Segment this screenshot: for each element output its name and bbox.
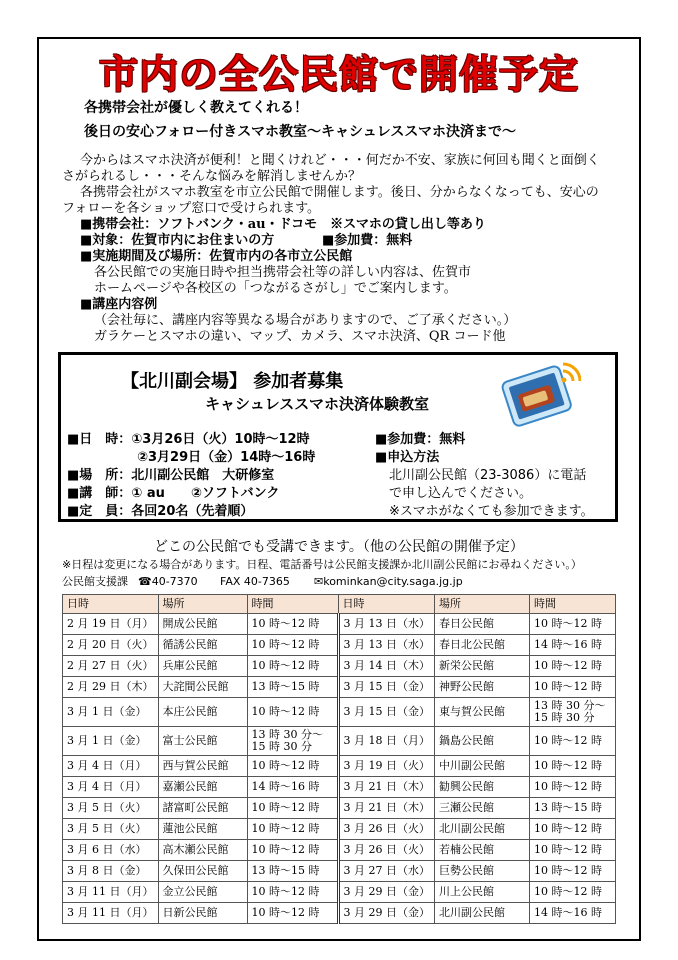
cell-date-2: 3 月 13 日（水） [338,635,435,656]
cell-date: 2 月 19 日（月） [63,614,159,635]
col-header-date: 日時 [63,595,159,614]
kitagawa-apply-1: 北川副公民館（23-3086）に電話 [389,468,587,483]
kitagawa-apply-2: で申し込んでください。 [389,486,533,501]
col-header-place: 場所 [158,595,247,614]
cell-time-2: 10 時～12 時 [530,777,616,798]
table-row [63,727,616,756]
cell-date: 3 月 11 日（月） [63,903,159,924]
cell-date-2: 3 月 21 日（木） [338,777,435,798]
page-title: 市内の全公民館で開催予定 [98,53,579,98]
table-header-row [63,595,616,614]
schedule-table [62,594,616,924]
table-row [63,677,616,698]
cell-date: 2 月 20 日（火） [63,635,159,656]
cell-date: 3 月 5 日（火） [63,798,159,819]
intro-line-4: フォローを各ショップ窓口で受けられます。 [62,201,321,216]
cell-time-2: 10 時～12 時 [530,819,616,840]
subtitle-1: 各携帯会社が優しく教えてくれる！ [84,100,308,116]
kitagawa-place: ■場 所：北川副公民館 大研修室 [67,468,275,483]
cell-place: 大詫間公民館 [158,677,247,698]
cell-place: 日新公民館 [158,903,247,924]
cell-time-2: 10 時～12 時 [530,882,616,903]
cell-time: 10 時～12 時 [247,635,338,656]
cell-place: 高木瀬公民館 [158,840,247,861]
cell-date: 2 月 29 日（木） [63,677,159,698]
cell-time: 13 時～15 時 [247,861,338,882]
cell-time-2: 10 時～12 時 [530,656,616,677]
cell-place: 蓮池公民館 [158,819,247,840]
info-carriers: ■携帯会社：ソフトバンク・au・ドコモ ※スマホの貸し出し等あり [80,217,486,232]
cell-place: 諸富町公民館 [158,798,247,819]
table-row [63,903,616,924]
table-row [63,614,616,635]
cell-date-2: 3 月 26 日（火） [338,819,435,840]
intro-line-3: 各携帯会社がスマホ教室を市立公民館で開催します。後日、分からなくなっても、安心の [80,185,599,200]
cell-date-2: 3 月 15 日（金） [338,698,435,727]
cell-time-2: 13 時 30 分～ 15 時 30 分 [530,698,616,727]
cell-date-2: 3 月 21 日（木） [338,798,435,819]
cell-time-2: 10 時～12 時 [530,840,616,861]
cell-time-2: 14 時～16 時 [530,903,616,924]
col-header-place-2: 場所 [435,595,530,614]
table-row [63,777,616,798]
cell-place: 西与賀公民館 [158,756,247,777]
kitagawa-date-1: ■日 時：①3月26日（火）10時～12時 [67,432,310,447]
cell-place-2: 北川副公民館 [435,903,530,924]
cell-place-2: 勧興公民館 [435,777,530,798]
cell-date: 3 月 1 日（金） [63,727,159,756]
cell-time: 13 時～15 時 [247,677,338,698]
cell-place: 開成公民館 [158,614,247,635]
kitagawa-subtitle: キャシュレススマホ決済体験教室 [205,395,429,413]
info-content-items: ガラケーとスマホの違い、マップ、カメラ、スマホ決済、QR コード他 [94,329,506,344]
cell-place-2: 東与賀公民館 [435,698,530,727]
cell-date-2: 3 月 15 日（金） [338,677,435,698]
table-row [63,656,616,677]
cell-time-2: 14 時～16 時 [530,635,616,656]
col-header-time-2: 時間 [530,595,616,614]
cell-time-2: 13 時～15 時 [530,798,616,819]
cell-time: 10 時～12 時 [247,614,338,635]
notice-fax: FAX 40-7365 [220,575,290,588]
table-row [63,798,616,819]
intro-line-1: 今からはスマホ決済が便利！と聞くけれど・・・何だか不安、家族に何回も聞くと面倒く [80,153,600,168]
cell-date-2: 3 月 18 日（月） [338,727,435,756]
notice-email: ✉kominkan@city.saga.jg.jp [314,575,463,588]
cell-date-2: 3 月 13 日（水） [338,614,435,635]
cell-date: 3 月 1 日（金） [63,698,159,727]
cell-time: 10 時～12 時 [247,819,338,840]
cell-time-2: 10 時～12 時 [530,861,616,882]
cell-place: 金立公民館 [158,882,247,903]
cell-time: 10 時～12 時 [247,756,338,777]
table-row [63,840,616,861]
info-period-detail-2: ホームページや各校区の「つながるさがし」でご案内します。 [94,281,457,296]
cell-time-2: 10 時～12 時 [530,614,616,635]
cell-date: 3 月 5 日（火） [63,819,159,840]
info-content-note: （会社毎に、講座内容等異なる場合がありますので、ご了承ください。） [94,313,517,328]
col-header-date-2: 日時 [338,595,435,614]
info-period: ■実施期間及び場所：佐賀市内の各市立公民館 [80,249,353,264]
subtitle-2: 後日の安心フォロー付きスマホ教室～キャシュレススマホ決済まで～ [84,124,517,140]
table-row [63,819,616,840]
table-row [63,882,616,903]
cell-time-2: 10 時～12 時 [530,677,616,698]
cell-date: 2 月 27 日（火） [63,656,159,677]
cell-place: 富士公民館 [158,727,247,756]
kitagawa-date-2: ②3月29日（金）14時～16時 [137,450,316,465]
cell-time: 13 時 30 分～ 15 時 30 分 [247,727,338,756]
cell-time: 10 時～12 時 [247,798,338,819]
cell-place-2: 春日公民館 [435,614,530,635]
table-row [63,861,616,882]
cell-date-2: 3 月 27 日（水） [338,861,435,882]
cell-time: 10 時～12 時 [247,840,338,861]
kitagawa-capacity: ■定 員：各回20名（先着順） [67,504,254,519]
cell-time: 10 時～12 時 [247,656,338,677]
cell-place: 本庄公民館 [158,698,247,727]
cell-date-2: 3 月 29 日（金） [338,903,435,924]
cell-date-2: 3 月 26 日（火） [338,840,435,861]
col-header-time: 時間 [247,595,338,614]
cell-place-2: 新栄公民館 [435,656,530,677]
kitagawa-event-box [58,352,618,522]
cell-place-2: 鍋島公民館 [435,727,530,756]
cell-place-2: 三瀬公民館 [435,798,530,819]
cell-time-2: 10 時～12 時 [530,727,616,756]
cell-date-2: 3 月 19 日（火） [338,756,435,777]
table-row [63,635,616,656]
cell-time: 14 時～16 時 [247,777,338,798]
cell-place: 久保田公民館 [158,861,247,882]
cell-date: 3 月 11 日（月） [63,882,159,903]
cell-date: 3 月 6 日（水） [63,840,159,861]
cell-place: 循誘公民館 [158,635,247,656]
notice-dept: 公民館支援課 [62,575,128,588]
kitagawa-apply-3: ※スマホがなくても参加できます。 [389,504,594,519]
table-row [63,756,616,777]
cell-place: 嘉瀬公民館 [158,777,247,798]
cell-place: 兵庫公民館 [158,656,247,677]
kitagawa-title: 【北川副会場】 参加者募集 [121,371,344,392]
notice-note: ※日程は変更になる場合があります。日程、電話番号は公民館支援課か北川副公民館にお尋ねください。） [62,558,582,571]
kitagawa-fee: ■参加費：無料 [375,432,466,447]
info-fee: ■参加費：無料 [322,233,413,248]
cell-time: 10 時～12 時 [247,698,338,727]
cell-date-2: 3 月 29 日（金） [338,882,435,903]
cell-place-2: 北川副公民館 [435,819,530,840]
cell-date: 3 月 4 日（月） [63,756,159,777]
kitagawa-apply: ■申込方法 [375,450,440,465]
info-content: ■講座内容例 [80,297,158,312]
notice-heading: どこの公民館でも受講できます。（他の公民館の開催予定） [154,539,524,555]
table-row [63,698,616,727]
notice-tel: ☎40-7370 [138,575,198,588]
cell-place-2: 中川副公民館 [435,756,530,777]
info-period-detail-1: 各公民館での実施日時や担当携帯会社等の詳しい内容は、佐賀市 [94,265,472,280]
cell-place-2: 神野公民館 [435,677,530,698]
cell-place-2: 川上公民館 [435,882,530,903]
info-target: ■対象：佐賀市内にお住まいの方 [80,233,275,248]
intro-line-2: さがられるし・・・そんな悩みを解消しませんか？ [62,169,362,184]
cell-time: 10 時～12 時 [247,903,338,924]
cell-date: 3 月 4 日（月） [63,777,159,798]
cell-place-2: 若楠公民館 [435,840,530,861]
cell-place-2: 春日北公民館 [435,635,530,656]
cell-time: 10 時～12 時 [247,882,338,903]
cell-date: 3 月 8 日（金） [63,861,159,882]
cell-place-2: 巨勢公民館 [435,861,530,882]
cell-time-2: 10 時～12 時 [530,756,616,777]
kitagawa-lecturer: ■講 師：① au ②ソフトバンク [67,486,280,501]
cell-date-2: 3 月 14 日（木） [338,656,435,677]
smartphone-payment-icon [501,361,581,433]
